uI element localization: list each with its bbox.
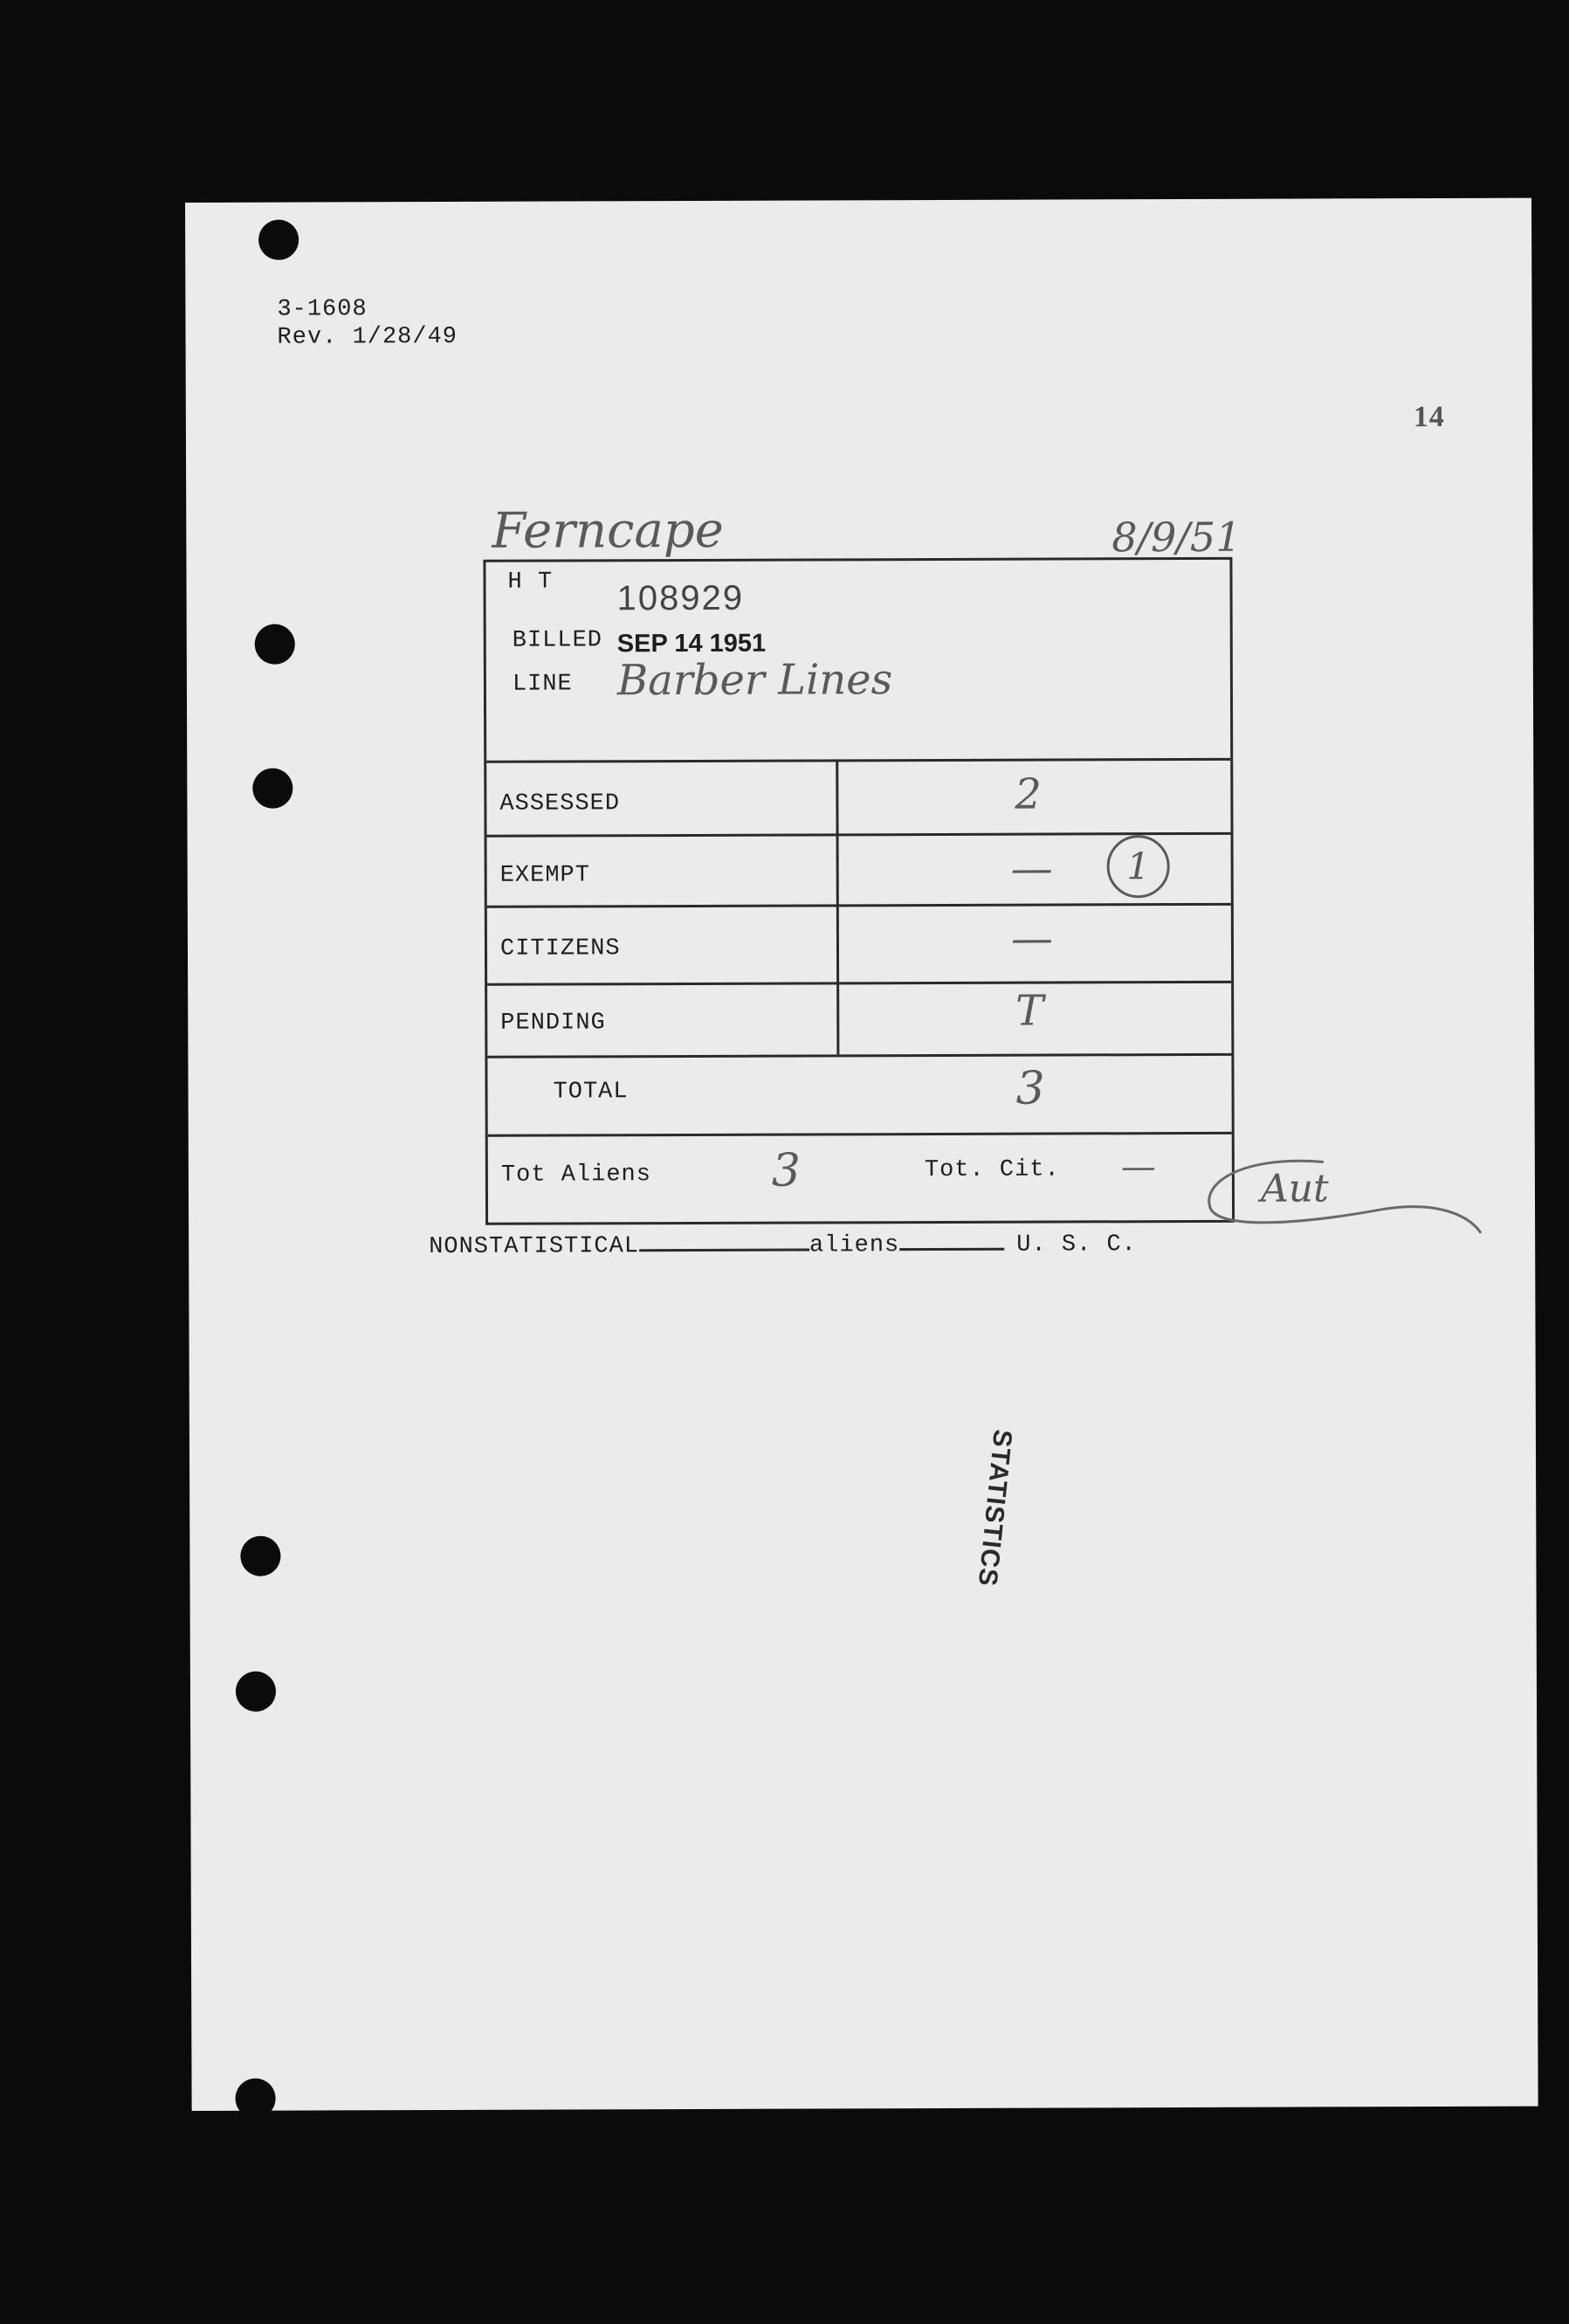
row-value-assessed: 2 — [1015, 769, 1043, 819]
column-divider — [836, 759, 839, 1054]
tot-aliens-label: Tot Aliens — [500, 1162, 651, 1189]
row-divider — [487, 832, 1231, 838]
statistics-stamp: STATISTICS — [972, 1428, 1017, 1589]
row-label-pending: PENDING — [500, 1010, 606, 1037]
nonstatistical-label: NONSTATISTICAL — [429, 1233, 640, 1261]
billed-label: BILLED — [512, 627, 603, 654]
row-label-exempt: EXEMPT — [499, 862, 590, 889]
punch-hole — [236, 1672, 276, 1712]
line-name: Barber Lines — [616, 655, 893, 706]
row-divider — [487, 903, 1231, 908]
ht-label: H T — [507, 569, 554, 596]
row-value-citizens: — — [1010, 914, 1054, 963]
exempt-circled-note: 1 — [1107, 835, 1170, 898]
ht-number: 108929 — [616, 578, 745, 618]
document-page — [185, 198, 1538, 2111]
tally-box — [483, 557, 1235, 1225]
row-divider — [486, 758, 1230, 763]
handwritten-date: 8/9/51 — [1111, 513, 1242, 562]
initials-flourish — [1193, 1146, 1490, 1243]
tot-aliens-value: 3 — [771, 1144, 802, 1197]
total-label: TOTAL — [553, 1079, 629, 1106]
reviewer-initials: Aut — [1260, 1166, 1329, 1211]
tot-cit-label: Tot. Cit. — [924, 1156, 1060, 1184]
aliens-label: aliens — [809, 1232, 900, 1259]
line-label: LINE — [512, 671, 573, 698]
row-value-pending: T — [1015, 986, 1044, 1036]
form-number: 3-1608 — [277, 296, 368, 323]
form-revision: Rev. 1/28/49 — [277, 323, 458, 351]
row-label-citizens: CITIZENS — [499, 935, 621, 962]
row-divider — [487, 981, 1231, 986]
punch-hole — [240, 1536, 280, 1576]
nonstatistical-blank — [639, 1230, 809, 1252]
nonstatistical-line — [429, 1228, 1137, 1260]
tot-cit-value: — — [1120, 1147, 1156, 1188]
page-number: 14 — [1413, 400, 1445, 434]
aliens-blank — [899, 1229, 1004, 1251]
ship-name: Ferncape — [492, 501, 724, 560]
punch-hole — [252, 769, 292, 809]
total-value: 3 — [1015, 1062, 1045, 1115]
punch-hole — [258, 220, 299, 260]
punch-hole — [255, 624, 295, 665]
punch-hole — [235, 2079, 275, 2119]
row-divider — [487, 1053, 1231, 1059]
row-divider — [488, 1132, 1232, 1137]
billed-date-stamp: SEP 14 1951 — [616, 629, 767, 659]
usc-label: U. S. C. — [1016, 1231, 1137, 1259]
row-label-assessed: ASSESSED — [499, 790, 621, 817]
row-value-exempt: — — [1010, 844, 1053, 893]
